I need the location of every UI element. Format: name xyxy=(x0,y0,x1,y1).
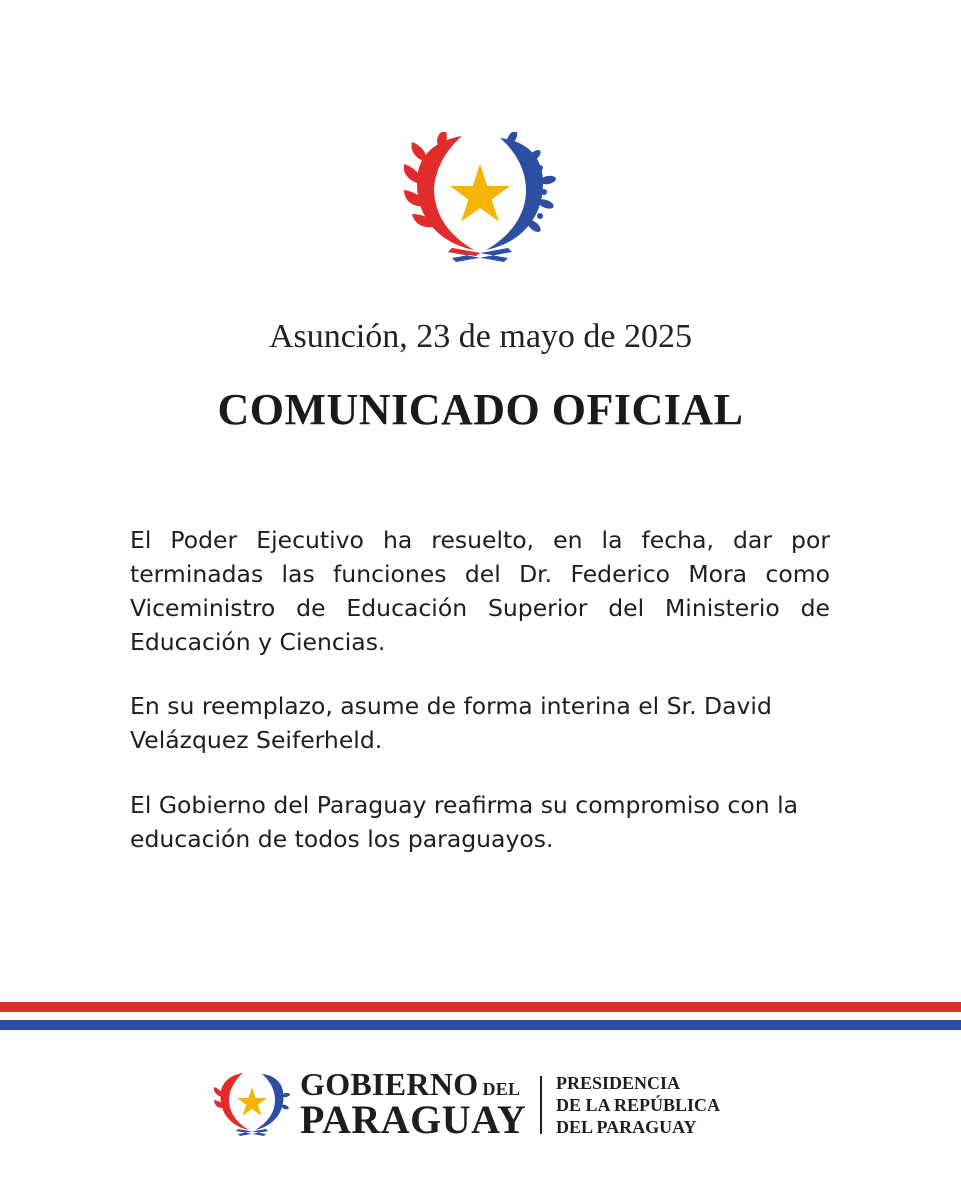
national-emblem-icon xyxy=(404,132,556,264)
footer-logo-block xyxy=(214,1066,754,1140)
gov-wordmark-line1: GOBIERNO xyxy=(300,1066,479,1102)
presidencia-line-3: DEL PARAGUAY xyxy=(556,1117,697,1137)
document-date: Asunción, 23 de mayo de 2025 xyxy=(268,318,693,355)
flag-stripe-blue xyxy=(0,1020,961,1030)
paragraph-2: En su reemplazo, asume de forma interina el Sr. David Velázquez Seiferheld. xyxy=(130,692,772,754)
presidencia-line-2: DE LA REPÚBLICA xyxy=(556,1095,721,1115)
paragraph-1: El Poder Ejecutivo ha resuelto, en la fecha, dar por terminadas las funciones del Dr. Federico Mora como Viceministro de Educación Superior del Ministerio de Educación y Ciencias. xyxy=(130,526,830,656)
gov-wordmark-line2: PARAGUAY xyxy=(300,1097,527,1142)
presidencia-wordmark xyxy=(556,1072,720,1138)
footer-divider xyxy=(540,1076,542,1134)
paragraph-3: El Gobierno del Paraguay reafirma su compromiso con la educación de todos los paraguayos. xyxy=(130,791,799,853)
small-emblem-icon xyxy=(214,1070,290,1138)
flag-stripe-red xyxy=(0,1002,961,1012)
document-title: COMUNICADO OFICIAL xyxy=(217,385,744,434)
gov-wordmark-del: DEL xyxy=(482,1079,521,1099)
flag-stripe-white xyxy=(0,1012,961,1020)
gold-star-icon xyxy=(450,164,510,222)
presidencia-line-1: PRESIDENCIA xyxy=(556,1073,681,1093)
